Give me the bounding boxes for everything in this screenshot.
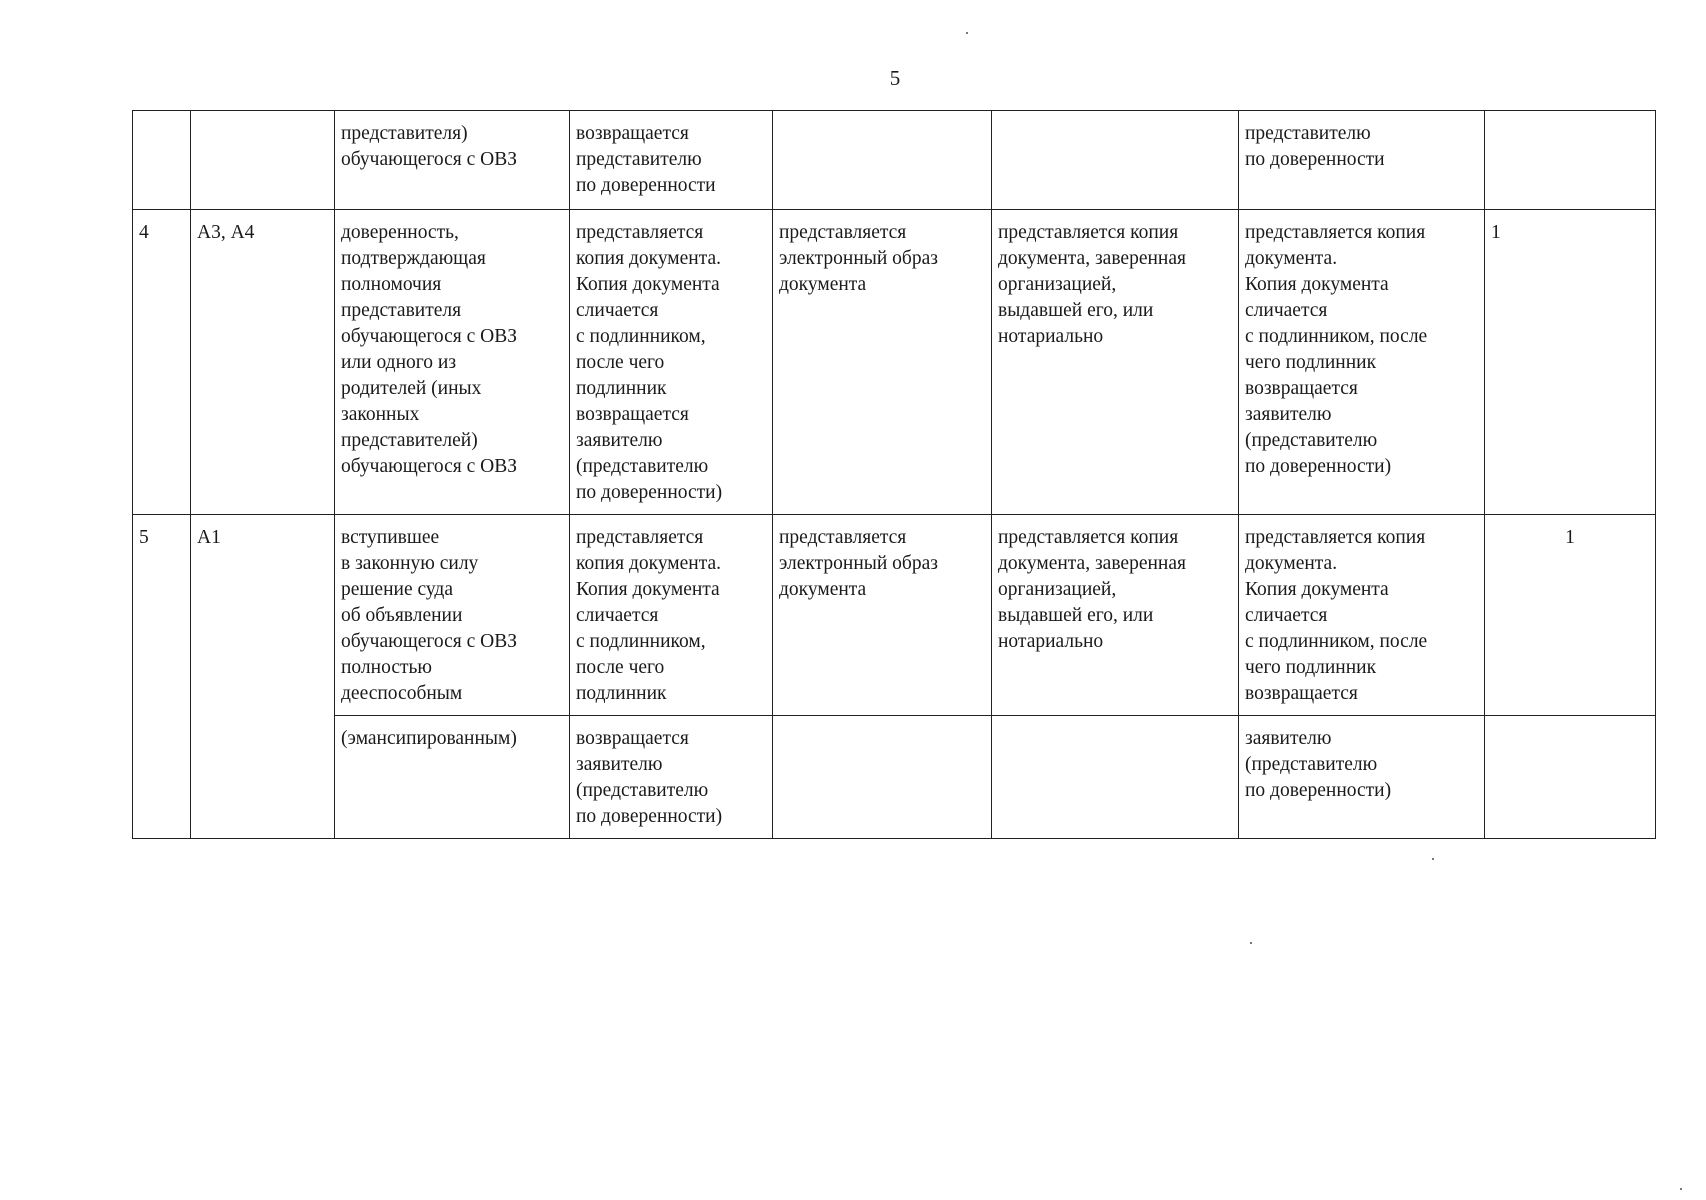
cell-by-mail bbox=[992, 716, 1239, 839]
cell-electronic bbox=[773, 716, 992, 839]
table-row-continued bbox=[133, 111, 1656, 210]
cell-document-name: (эмансипированным) bbox=[335, 716, 570, 839]
cell-number: 4 bbox=[133, 210, 191, 515]
documents-table bbox=[132, 110, 1656, 839]
cell-number bbox=[133, 716, 191, 839]
cell-code bbox=[191, 716, 335, 839]
cell-by-mail: представляется копия документа, заверенная организацией, выдавшей его, или нотариально bbox=[992, 515, 1239, 716]
scan-speck bbox=[966, 32, 968, 34]
cell-electronic: представляется электронный образ документа bbox=[773, 210, 992, 515]
cell-in-person: возвращается представителю по доверенности bbox=[570, 111, 773, 210]
cell-code: А1 bbox=[191, 515, 335, 716]
cell-in-person: представляется копия документа. Копия документа сличается с подлинником, после чего подлинник bbox=[570, 515, 773, 716]
scan-speck bbox=[1680, 1188, 1682, 1190]
cell-code bbox=[191, 111, 335, 210]
cell-document-name: вступившее в законную силу решение суда об объявлении обучающегося с ОВЗ полностью дееспособным bbox=[335, 515, 570, 716]
cell-quantity bbox=[1485, 716, 1656, 839]
cell-document-name: представителя) обучающегося с ОВЗ bbox=[335, 111, 570, 210]
cell-mfc: представляется копия документа. Копия документа сличается с подлинником, после чего подлинник возвращается bbox=[1239, 515, 1485, 716]
cell-mfc: представителю по доверенности bbox=[1239, 111, 1485, 210]
cell-electronic bbox=[773, 111, 992, 210]
cell-number: 5 bbox=[133, 515, 191, 716]
cell-in-person: представляется копия документа. Копия документа сличается с подлинником, после чего подлинник возвращается заявителю (представителю по доверенности) bbox=[570, 210, 773, 515]
cell-number bbox=[133, 111, 191, 210]
cell-quantity: 1 bbox=[1485, 210, 1656, 515]
page-number: 5 bbox=[889, 66, 901, 90]
cell-mfc: заявителю (представителю по доверенности) bbox=[1239, 716, 1485, 839]
cell-code: А3, А4 bbox=[191, 210, 335, 515]
cell-mfc: представляется копия документа. Копия документа сличается с подлинником, после чего подлинник возвращается заявителю (представителю по доверенности) bbox=[1239, 210, 1485, 515]
cell-quantity bbox=[1485, 111, 1656, 210]
cell-in-person: возвращается заявителю (представителю по доверенности) bbox=[570, 716, 773, 839]
table-row bbox=[133, 515, 1656, 716]
table-row-continued bbox=[133, 716, 1656, 839]
cell-by-mail bbox=[992, 111, 1239, 210]
cell-by-mail: представляется копия документа, заверенная организацией, выдавшей его, или нотариально bbox=[992, 210, 1239, 515]
scan-speck bbox=[1250, 942, 1252, 944]
cell-document-name: доверенность, подтверждающая полномочия представителя обучающегося с ОВЗ или одного из родителей (иных законных представителей) обучающегося с ОВЗ bbox=[335, 210, 570, 515]
table-row bbox=[133, 210, 1656, 515]
cell-quantity: 1 bbox=[1485, 515, 1656, 716]
scan-speck bbox=[1432, 858, 1434, 860]
cell-electronic: представляется электронный образ документа bbox=[773, 515, 992, 716]
